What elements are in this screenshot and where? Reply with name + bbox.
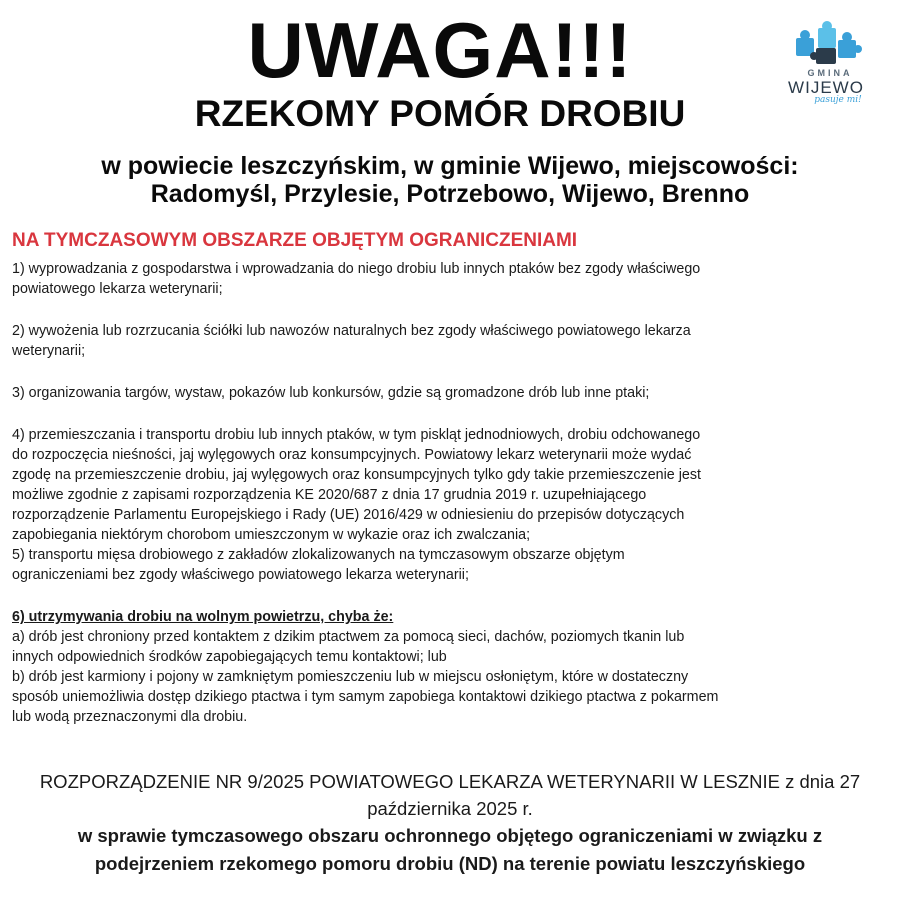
item-6a-line-1: a) drób jest chroniony przed kontaktem z dzikim ptactwem za pomocą sieci, dachów, poziomych tkanin lub <box>12 629 685 645</box>
item-6b-line-1: b) drób jest karmiony i pojony w zamkniętym pomieszczeniu lub w miejscu osłoniętym, które w dostateczny <box>12 669 689 685</box>
item-6-title: 6) utrzymywania drobiu na wolnym powietrzu, chyba że: <box>12 609 394 625</box>
logo-gmina-text: GMINA <box>807 68 853 78</box>
item-5-line-1: 5) transportu mięsa drobiowego z zakładów zlokalizowanych na tymczasowym obszarze objętym <box>12 547 625 563</box>
item-6b-line-2: sposób uniemożliwia dostęp dzikiego ptactwa i tym samym zapobiega kontaktowi dzikiego ptactwa z pokarmem <box>12 689 719 705</box>
location-line-1: w powiecie leszczyńskim, w gminie Wijewo, miejscowości: <box>101 152 799 180</box>
item-6a-line-2: innych odpowiednich środków zapobiegających temu kontaktowi; lub <box>12 649 447 665</box>
item-5-line-2: ograniczeniami bez zgody właściwego powiatowego lekarza weterynarii; <box>12 567 469 583</box>
logo-name-text: WIJEWO <box>788 78 864 97</box>
regulation-subject-line-1: w sprawie tymczasowego obszaru ochronnego objętego ograniczeniami w związku z <box>77 825 823 846</box>
item-2-line-2: weterynarii; <box>12 343 86 359</box>
regulation-title <box>0 768 900 822</box>
item-6b-line-3: lub wodą przeznaczonymi dla drobiu. <box>12 709 248 725</box>
item-1-line-2: powiatowego lekarza weterynarii; <box>12 281 223 297</box>
item-4-line-4: możliwe zgodnie z zapisami rozporządzenia KE 2020/687 z dnia 17 grudnia 2019 r. uzupełniającego <box>12 487 647 503</box>
headline: UWAGA!!! <box>247 6 633 94</box>
item-4-line-2: do rozpoczęcia nieśności, jaj wylęgowych oraz konsumpcyjnych. Powiatowy lekarz weterynarii może wydać <box>12 447 692 463</box>
item-1-line-1: 1) wyprowadzania z gospodarstwa i wprowadzania do niego drobiu lub innych ptaków bez zgody właściwego <box>12 261 701 277</box>
item-4-line-1: 4) przemieszczania i transportu drobiu lub innych ptaków, w tym piskląt jednodniowych, drobiu odchowanego <box>12 427 701 443</box>
regulation-line-1: ROZPORZĄDZENIE NR 9/2025 POWIATOWEGO LEKARZA WETERYNARII W LESZNIE z dnia 27 <box>39 771 861 792</box>
item-3: 3) organizowania targów, wystaw, pokazów lub konkursów, gdzie są gromadzone drób lub inne ptaki; <box>12 385 650 401</box>
regulation-subject-line-2: podejrzeniem rzekomego pomoru drobiu (ND) na terenie powiatu leszczyńskiego <box>94 853 806 874</box>
logo-tagline-text: pasuje mi! <box>814 95 862 105</box>
subhead: RZEKOMY POMÓR DROBIU <box>194 93 686 134</box>
location-line-2: Radomyśl, Przylesie, Potrzebowo, Wijewo, Brenno <box>150 180 750 208</box>
regulation-subject <box>0 822 900 878</box>
section-title: NA TYMCZASOWYM OBSZARZE OBJĘTYM OGRANICZENIAMI <box>12 230 578 251</box>
restrictions-list <box>12 259 832 727</box>
item-4-line-5: rozporządzenie Parlamentu Europejskiego i Rady (UE) 2016/429 w odniesieniu do przepisów dotyczących <box>12 507 685 523</box>
item-2-line-1: 2) wywożenia lub rozrzucania ściółki lub nawozów naturalnych bez zgody właściwego powiatowego lekarza <box>12 323 691 339</box>
regulation-line-2: października 2025 r. <box>367 798 533 819</box>
item-4-line-3: zgodę na przemieszczenie drobiu, jaj wylęgowych oraz konsumpcyjnych tylko gdy takie przemieszczenie jest <box>12 467 701 483</box>
location-line <box>20 152 880 208</box>
item-4-line-6: zapobiegania niektórym chorobom umieszczonym w wykazie oraz ich zwalczania; <box>12 527 531 543</box>
